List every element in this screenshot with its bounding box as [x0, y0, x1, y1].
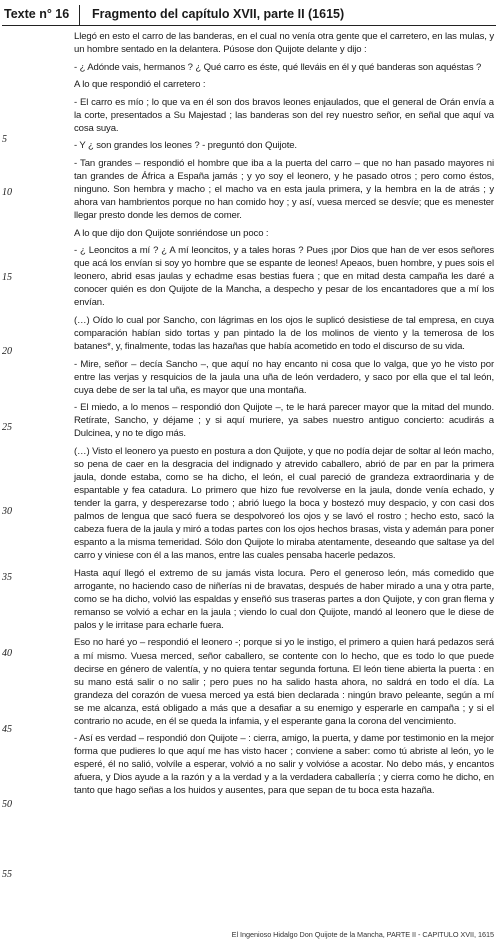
page-title: Fragmento del capítulo XVII, parte II (1615) — [92, 7, 345, 21]
paragraph: - ¿ Adónde vais, hermanos ? ¿ Qué carro es éste, qué lleváis en él y qué banderas son aquéstas ? — [74, 61, 482, 73]
paragraph: A lo que dijo don Quijote sonriéndose un poco : — [74, 227, 269, 239]
line-number: 10 — [2, 187, 12, 198]
paragraph: - El miedo, a lo menos – respondió don Quijote –, te le hará parecer mayor que la mitad del mundo. Retírate, Sancho, y déjame ; y si aquí muriere, ya sabes nuestro antiguo concierto: acudirás a Dulcinea, y no te digo más. — [74, 402, 494, 440]
paragraph: - Así es verdad – respondió don Quijote – : cierra, amigo, la puerta, y dame por testimonio en la mejor forma que pudieres lo que aquí me has visto hacer ; conviene a saber: como tú abriste al león, yo le esperé, él no salió, volvíle a esperar, volvió a no salir y volvióse a acostar. No debo más, y encantos afuera, y Dios ayude a la razón y a la verdad y a la verdadera caballería ; y cierra como he dicho, en tanto que hago señas a los huidos y ausentes, para que sepan de tu boca esta hazaña. — [74, 733, 494, 797]
paragraph: - Y ¿ son grandes los leones ? - preguntó don Quijote. — [74, 140, 297, 152]
paragraph: A lo que respondió el carretero : — [74, 79, 206, 91]
line-number: 50 — [2, 799, 12, 810]
line-number: 30 — [2, 506, 12, 517]
source-citation: El Ingenioso Hidalgo Don Quijote de la Mancha, PARTE II - CAPITULO XVII, 1615 — [231, 930, 494, 939]
text-number-label: Texte n° 16 — [2, 5, 80, 25]
line-number: 15 — [2, 272, 12, 283]
paragraph: (…) Oído lo cual por Sancho, con lágrimas en los ojos le suplicó desistiese de tal empresa, en cuya comparación habían sido tortas y pan pintado la de los molinos de viento y la temerosa de los batanes*, y, finalmente, todas las hazañas que había acometido en todo el discurso de su vida. — [74, 314, 494, 352]
paragraph: Llegó en esto el carro de las banderas, en el cual no venía otra gente que el carretero, en las mulas, y un hombre sentado en la delantera. Púsose don Quijote delante y dijo : — [74, 31, 494, 56]
paragraph: - El carro es mío ; lo que va en él son dos bravos leones enjaulados, que el general de Orán envía a la corte, presentados a Su Majestad ; las banderas son del rey nuestro señor, en señal que aquí va cosa suya. — [74, 96, 494, 134]
paragraph: - Mire, señor – decía Sancho –, que aquí no hay encanto ni cosa que lo valga, que yo he visto por entre las verjas y resquicios de la jaula una uña de león verdadero, y saco por ella que el tal león, cuya debe de ser la tal uña, es mayor que una montaña. — [74, 358, 494, 396]
line-number: 55 — [2, 869, 12, 880]
paragraph: (…) Visto el leonero ya puesto en postura a don Quijote, y que no podía dejar de soltar al león macho, so pena de caer en la desgracia del indignado y atrevido caballero, abrió de par en par la primera jaula, donde estaba, como se ha dicho, el león, el cual pareció de grandeza extraordinaria y de espantable y fea catadura. Lo primero que hizo fue revolverse en la jaula, donde venía echado, y tender la garra, y desperezarse todo ; abrió luego la boca y bostezó muy despacio, y con casi dos palmos de lengua que sacó fuera se despolvoreó los ojos y se lavó el rostro ; hecho esto, sacó la cabeza fuera de la jaula y miró a todas partes con los ojos hechos brasas, vista y ademán para poner espanto a la misma temeridad. Sólo don Quijote lo miraba atentamente, deseando que saltase ya del carro y viniese con él a las manos, entre las cuales pensaba hacerle pedazos. — [74, 445, 494, 562]
text-body — [74, 30, 494, 802]
line-number: 5 — [2, 134, 7, 145]
paragraph: Hasta aquí llegó el extremo de su jamás vista locura. Pero el generoso león, más comedido que arrogante, no haciendo caso de niñerías ni de bravatas, después de haber mirado a una y otra parte, como se ha dicho, volvió las espaldas y enseñó sus traseras partes a don Quijote, y con gran flema y remanso se volvió a echar en la jaula ; viendo lo cual don Quijote, mandó al leonero que le diese de palos y le irritase para echarle fuera. — [74, 567, 494, 631]
line-number: 45 — [2, 724, 12, 735]
paragraph: - ¿ Leoncitos a mí ? ¿ A mí leoncitos, y a tales horas ? Pues ¡por Dios que han de ver esos señores que acá los envían si soy yo hombre que se espante de leones! Apeaos, buen hombre, y pues sois el leonero, abrid esas jaulas y echadme esas bestias fuera ; que en mitad desta campaña les daré a conocer quién es don Quijote de la Mancha, a despecho y pesar de los encantadores que a mí los envían. — [74, 245, 494, 309]
line-number: 35 — [2, 572, 12, 583]
line-number: 40 — [2, 648, 12, 659]
paragraph: Eso no haré yo – respondió el leonero -; porque si yo le instigo, el primero a quien hará pedazos será a mí mismo. Vuesa merced, señor caballero, se contente con lo hecho, que es todo lo que puede decirse en género de valentía, y no quiera tentar segunda fortuna. El león tiene abierta la puerta : en su mano está salir o no salir ; pero pues no ha salido hasta ahora, no saldrá en todo el día. La grandeza del corazón de vuesa merced ya está bien declarada : ningún bravo peleante, según a mí se me alcanza, está obligado a más que a desafiar a su enemigo y esperarle en campaña ; y si el contrario no acude, en él se queda la infamia, y el esperante gana la corona del vencimiento. — [74, 637, 494, 727]
line-number: 20 — [2, 346, 12, 357]
text-header — [2, 3, 496, 26]
line-number: 25 — [2, 422, 12, 433]
paragraph: - Tan grandes – respondió el hombre que iba a la puerta del carro – que no han pasado mayores ni tan grandes de África a España jamás ; y yo soy el leonero, y he pasado otros ; pero como éstos, ninguno. Son hembra y macho ; el macho va en esta jaula primera, y la hembra en la de atrás ; y ahora van hambrientos porque no han comido hoy ; y así, vuesa merced se desvíe; que es menester llegar presto donde les demos de comer. — [74, 157, 494, 222]
